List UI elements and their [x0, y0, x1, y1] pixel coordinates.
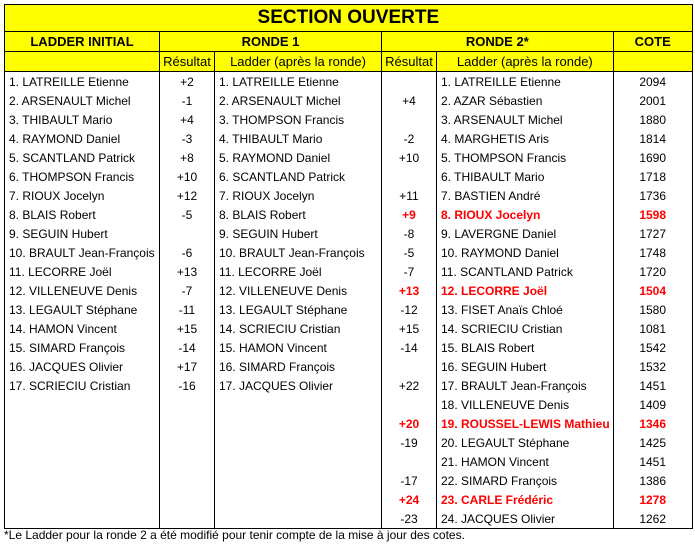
subheader-r1-result: Résultat [160, 52, 215, 72]
cell-r1-ladder: 7. RIOUX Jocelyn [215, 186, 382, 205]
cell-cote: 1346 [613, 414, 692, 433]
cell-r2-result: +13 [382, 281, 437, 300]
table-row [5, 262, 693, 281]
cell-cote: 1748 [613, 243, 692, 262]
cell-r2-ladder: 17. BRAULT Jean-François [437, 376, 614, 395]
cell-r1-result: -6 [160, 243, 215, 262]
cell-cote: 1880 [613, 110, 692, 129]
table-row [5, 357, 693, 376]
table-row [5, 376, 693, 395]
cell-r2-ladder: 11. SCANTLAND Patrick [437, 262, 614, 281]
cell-r2-ladder: 2. AZAR Sébastien [437, 91, 614, 110]
cell-r1-result: -16 [160, 376, 215, 395]
cell-r1-result: -11 [160, 300, 215, 319]
cell-r2-result: +4 [382, 91, 437, 110]
cell-cote: 1262 [613, 509, 692, 529]
cell-cote: 1718 [613, 167, 692, 186]
cell-r2-ladder: 23. CARLE Frédéric [437, 490, 614, 509]
cell-r1-result [160, 433, 215, 452]
cell-r2-ladder: 15. BLAIS Robert [437, 338, 614, 357]
cell-r2-result [382, 167, 437, 186]
cell-ladder-initial: 1. LATREILLE Etienne [5, 72, 160, 92]
cell-r1-ladder: 9. SEGUIN Hubert [215, 224, 382, 243]
cell-r1-ladder: 3. THOMPSON Francis [215, 110, 382, 129]
cell-ladder-initial: 10. BRAULT Jean-François [5, 243, 160, 262]
cell-ladder-initial: 9. SEGUIN Hubert [5, 224, 160, 243]
cell-ladder-initial [5, 471, 160, 490]
cell-r2-result: +15 [382, 319, 437, 338]
header-cote: COTE [613, 32, 692, 52]
table-row [5, 338, 693, 357]
header-ladder-initial: LADDER INITIAL [5, 32, 160, 52]
cell-r2-ladder: 1. LATREILLE Etienne [437, 72, 614, 92]
cell-r1-result: +12 [160, 186, 215, 205]
table-row [5, 281, 693, 300]
cell-r1-ladder [215, 414, 382, 433]
cell-r1-ladder: 14. SCRIECIU Cristian [215, 319, 382, 338]
subheader-r1-ladder: Ladder (après la ronde) [215, 52, 382, 72]
cell-ladder-initial: 17. SCRIECIU Cristian [5, 376, 160, 395]
cell-ladder-initial: 16. JACQUES Olivier [5, 357, 160, 376]
cell-cote: 1409 [613, 395, 692, 414]
table-row [5, 471, 693, 490]
cell-r1-ladder: 8. BLAIS Robert [215, 205, 382, 224]
cell-r2-ladder: 14. SCRIECIU Cristian [437, 319, 614, 338]
cell-r1-ladder [215, 433, 382, 452]
cell-r2-ladder: 13. FISET Anaïs Chloé [437, 300, 614, 319]
table-row [5, 509, 693, 529]
cell-cote: 1580 [613, 300, 692, 319]
cell-r1-result: -14 [160, 338, 215, 357]
cell-r2-ladder: 3. ARSENAULT Michel [437, 110, 614, 129]
cell-r2-ladder: 7. BASTIEN André [437, 186, 614, 205]
cell-r2-result: +20 [382, 414, 437, 433]
cell-r1-ladder: 17. JACQUES Olivier [215, 376, 382, 395]
cell-r2-result: -17 [382, 471, 437, 490]
cell-ladder-initial [5, 433, 160, 452]
cell-r1-ladder [215, 490, 382, 509]
subheader-blank [5, 52, 160, 72]
subheader-r2-result: Résultat [382, 52, 437, 72]
cell-r2-result: -23 [382, 509, 437, 529]
cell-r1-ladder [215, 509, 382, 529]
cell-r1-ladder: 13. LEGAULT Stéphane [215, 300, 382, 319]
cell-ladder-initial: 2. ARSENAULT Michel [5, 91, 160, 110]
cell-r1-ladder [215, 471, 382, 490]
cell-r1-ladder: 4. THIBAULT Mario [215, 129, 382, 148]
table-row [5, 300, 693, 319]
table-row [5, 91, 693, 110]
cell-r1-result [160, 509, 215, 529]
cell-ladder-initial: 6. THOMPSON Francis [5, 167, 160, 186]
cell-r2-ladder: 18. VILLENEUVE Denis [437, 395, 614, 414]
cell-ladder-initial [5, 490, 160, 509]
cell-ladder-initial: 4. RAYMOND Daniel [5, 129, 160, 148]
table-row [5, 490, 693, 509]
footnote: *Le Ladder pour la ronde 2 a été modifié pour tenir compte de la mise à jour des cotes. [4, 528, 465, 542]
cell-r2-result: -2 [382, 129, 437, 148]
cell-ladder-initial: 12. VILLENEUVE Denis [5, 281, 160, 300]
table-row [5, 224, 693, 243]
table-row [5, 110, 693, 129]
cell-r1-ladder [215, 452, 382, 471]
cell-r1-ladder: 16. SIMARD François [215, 357, 382, 376]
cell-r2-ladder: 21. HAMON Vincent [437, 452, 614, 471]
cell-r2-ladder: 22. SIMARD François [437, 471, 614, 490]
cell-r2-result: -12 [382, 300, 437, 319]
cell-r2-result: +22 [382, 376, 437, 395]
cell-r2-ladder: 5. THOMPSON Francis [437, 148, 614, 167]
cell-r1-ladder: 1. LATREILLE Etienne [215, 72, 382, 92]
cell-cote: 1814 [613, 129, 692, 148]
cell-r2-result: -5 [382, 243, 437, 262]
cell-r2-result [382, 357, 437, 376]
table-row [5, 186, 693, 205]
cell-r1-result [160, 452, 215, 471]
table-row [5, 72, 693, 92]
cell-cote: 1736 [613, 186, 692, 205]
cell-r2-result: -19 [382, 433, 437, 452]
cell-ladder-initial: 7. RIOUX Jocelyn [5, 186, 160, 205]
cell-r2-ladder: 4. MARGHETIS Aris [437, 129, 614, 148]
table-row [5, 414, 693, 433]
header-ronde2: RONDE 2* [382, 32, 614, 52]
cell-r2-result: -14 [382, 338, 437, 357]
cell-r2-ladder: 8. RIOUX Jocelyn [437, 205, 614, 224]
cell-r1-result: +8 [160, 148, 215, 167]
cell-r1-ladder: 6. SCANTLAND Patrick [215, 167, 382, 186]
table-row [5, 205, 693, 224]
cell-r1-result [160, 224, 215, 243]
cell-r2-result: +9 [382, 205, 437, 224]
cell-r1-result: +2 [160, 72, 215, 92]
cell-r1-result [160, 395, 215, 414]
cell-cote: 1278 [613, 490, 692, 509]
cell-cote: 1081 [613, 319, 692, 338]
cell-cote: 1386 [613, 471, 692, 490]
subheader-r2-ladder: Ladder (après la ronde) [437, 52, 614, 72]
cell-cote: 1542 [613, 338, 692, 357]
cell-r2-ladder: 12. LECORRE Joël [437, 281, 614, 300]
cell-r1-result [160, 490, 215, 509]
cell-ladder-initial [5, 509, 160, 529]
standings-sheet [4, 4, 693, 529]
cell-cote: 1451 [613, 376, 692, 395]
cell-cote: 1690 [613, 148, 692, 167]
cell-cote: 1451 [613, 452, 692, 471]
cell-ladder-initial [5, 414, 160, 433]
table-row [5, 319, 693, 338]
header-ronde1: RONDE 1 [160, 32, 382, 52]
cell-r1-result [160, 471, 215, 490]
cell-r2-ladder: 6. THIBAULT Mario [437, 167, 614, 186]
cell-r1-ladder: 11. LECORRE Joël [215, 262, 382, 281]
cell-r1-ladder [215, 395, 382, 414]
table-row [5, 129, 693, 148]
cell-cote: 1727 [613, 224, 692, 243]
cell-cote: 2001 [613, 91, 692, 110]
cell-ladder-initial [5, 395, 160, 414]
cell-r1-result: -7 [160, 281, 215, 300]
table-row [5, 395, 693, 414]
cell-r2-result: +10 [382, 148, 437, 167]
cell-cote: 2094 [613, 72, 692, 92]
cell-r2-result [382, 395, 437, 414]
table-row [5, 167, 693, 186]
cell-r2-result: +24 [382, 490, 437, 509]
cell-r2-ladder: 20. LEGAULT Stéphane [437, 433, 614, 452]
cell-cote: 1720 [613, 262, 692, 281]
cell-r1-result: +13 [160, 262, 215, 281]
cell-r2-result: -8 [382, 224, 437, 243]
cell-r2-ladder: 9. LAVERGNE Daniel [437, 224, 614, 243]
cell-ladder-initial: 8. BLAIS Robert [5, 205, 160, 224]
cell-r1-result: -3 [160, 129, 215, 148]
cell-cote: 1504 [613, 281, 692, 300]
table-row [5, 243, 693, 262]
cell-r1-ladder: 12. VILLENEUVE Denis [215, 281, 382, 300]
cell-r1-result: -1 [160, 91, 215, 110]
cell-r2-result: -7 [382, 262, 437, 281]
cell-cote: 1425 [613, 433, 692, 452]
standings-table [4, 4, 693, 529]
cell-r1-result [160, 414, 215, 433]
cell-ladder-initial: 14. HAMON Vincent [5, 319, 160, 338]
cell-r2-ladder: 24. JACQUES Olivier [437, 509, 614, 529]
cell-r1-result: +4 [160, 110, 215, 129]
cell-ladder-initial: 13. LEGAULT Stéphane [5, 300, 160, 319]
cell-r1-result: +17 [160, 357, 215, 376]
cell-r1-ladder: 10. BRAULT Jean-François [215, 243, 382, 262]
cell-r2-result [382, 110, 437, 129]
cell-ladder-initial: 15. SIMARD François [5, 338, 160, 357]
cell-ladder-initial: 3. THIBAULT Mario [5, 110, 160, 129]
cell-r2-ladder: 16. SEGUIN Hubert [437, 357, 614, 376]
cell-ladder-initial: 11. LECORRE Joël [5, 262, 160, 281]
cell-ladder-initial [5, 452, 160, 471]
cell-r2-ladder: 10. RAYMOND Daniel [437, 243, 614, 262]
cell-cote: 1532 [613, 357, 692, 376]
cell-r1-result: +15 [160, 319, 215, 338]
cell-cote: 1598 [613, 205, 692, 224]
page-title: SECTION OUVERTE [5, 5, 693, 32]
cell-r2-ladder: 19. ROUSSEL-LEWIS Mathieu [437, 414, 614, 433]
cell-r2-result: +11 [382, 186, 437, 205]
table-row [5, 433, 693, 452]
table-row [5, 148, 693, 167]
cell-r1-ladder: 15. HAMON Vincent [215, 338, 382, 357]
cell-r1-ladder: 5. RAYMOND Daniel [215, 148, 382, 167]
cell-r1-result: +10 [160, 167, 215, 186]
table-row [5, 452, 693, 471]
cell-r1-result: -5 [160, 205, 215, 224]
cell-r2-result [382, 452, 437, 471]
cell-ladder-initial: 5. SCANTLAND Patrick [5, 148, 160, 167]
cell-r2-result [382, 72, 437, 92]
subheader-blank [613, 52, 692, 72]
cell-r1-ladder: 2. ARSENAULT Michel [215, 91, 382, 110]
